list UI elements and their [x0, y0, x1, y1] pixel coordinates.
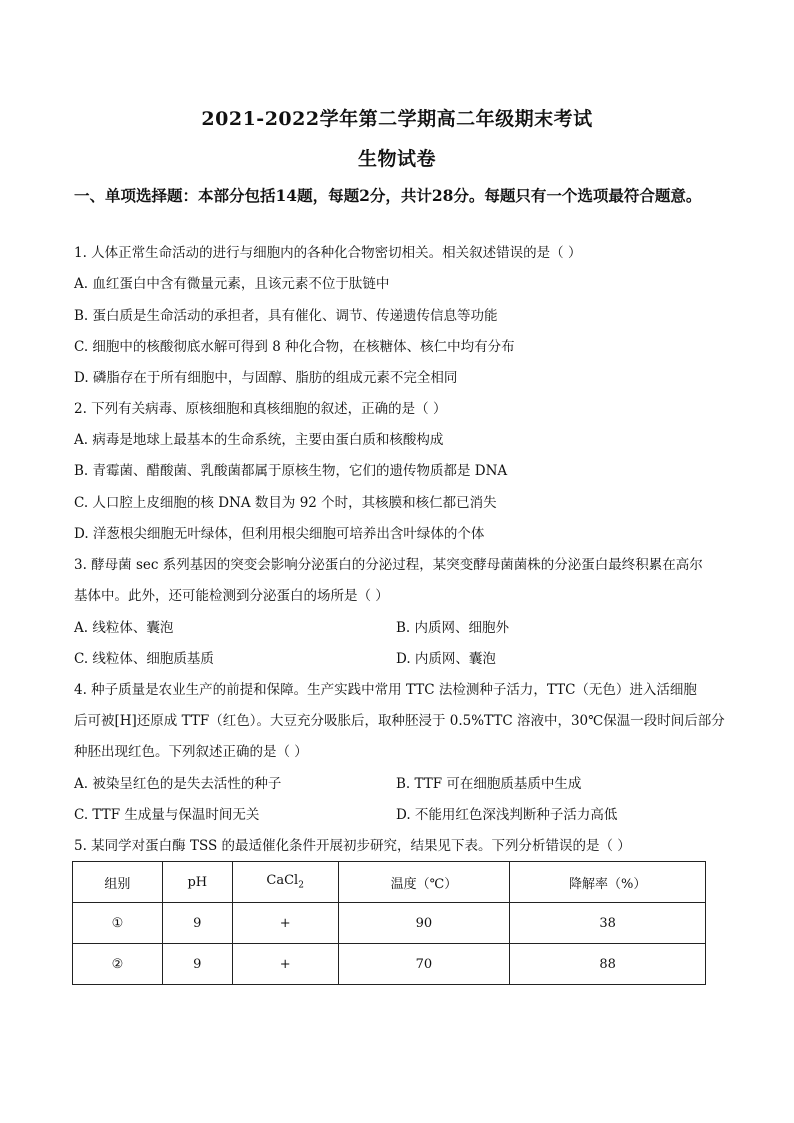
cell-cacl2: +: [232, 903, 338, 944]
header-cacl2-subscript: 2: [298, 880, 304, 891]
results-table: [72, 861, 706, 985]
cell-group: ②: [73, 944, 163, 985]
question-3-stem-line-2: 基体中。此外，还可能检测到分泌蛋白的场所是（ ）: [74, 588, 389, 604]
header-ph: pH: [162, 862, 232, 903]
question-3-stem-line-1: 3. 酵母菌 sec 系列基因的突变会影响分泌蛋白的分泌过程，某突变酵母菌菌株的分泌蛋白最终积累在高尔: [74, 557, 703, 573]
question-2-option-c: C. 人口腔上皮细胞的核 DNA 数目为 92 个时，其核膜和核仁都已消失: [74, 495, 497, 511]
question-1-option-b: B. 蛋白质是生命活动的承担者，具有催化、调节、传递遗传信息等功能: [74, 308, 498, 324]
question-1-option-a: A. 血红蛋白中含有微量元素，且该元素不位于肽链中: [74, 276, 390, 292]
cell-temperature: 70: [338, 944, 510, 985]
cell-ph: 9: [162, 944, 232, 985]
exam-subtitle: 生物试卷: [357, 148, 436, 170]
question-2-option-a: A. 病毒是地球上最基本的生命系统，主要由蛋白质和核酸构成: [74, 432, 444, 448]
question-2-option-b: B. 青霉菌、醋酸菌、乳酸菌都属于原核生物，它们的遗传物质都是 DNA: [74, 463, 508, 479]
table-header-row: [73, 862, 706, 903]
cell-temperature: 90: [338, 903, 510, 944]
question-3-option-c: C. 线粒体、细胞质基质: [74, 651, 214, 667]
question-5-stem: 5. 某同学对蛋白酶 TSS 的最适催化条件开展初步研究，结果见下表。下列分析错误的是（ ）: [74, 838, 631, 854]
question-3-option-b: B. 内质网、细胞外: [396, 620, 510, 636]
question-2-stem: 2. 下列有关病毒、原核细胞和真核细胞的叙述，正确的是（ ）: [74, 401, 447, 417]
header-cacl2: [232, 862, 338, 903]
question-4-stem-line-2: 后可被[H]还原成 TTF（红色）。大豆充分吸胀后，取种胚浸于 0.5%TTC 溶液中，30℃保温一段时间后部分: [74, 713, 725, 729]
question-4-stem-line-1: 4. 种子质量是农业生产的前提和保障。生产实践中常用 TTC 法检测种子活力，TTC（无色）进入活细胞: [74, 682, 697, 698]
question-4-option-d: D. 不能用红色深浅判断种子活力高低: [396, 807, 618, 823]
question-2-option-d: D. 洋葱根尖细胞无叶绿体，但利用根尖细胞可培养出含叶绿体的个体: [74, 526, 485, 542]
table-row: [73, 944, 706, 985]
header-degradation-rate: 降解率（%）: [510, 862, 706, 903]
question-1-stem: 1. 人体正常生命活动的进行与细胞内的各种化合物密切相关。相关叙述错误的是（ ）: [74, 245, 582, 261]
header-cacl2-text: CaCl: [266, 873, 299, 889]
header-temperature: 温度（℃）: [338, 862, 510, 903]
cell-degradation-rate: 88: [510, 944, 706, 985]
question-4-option-b: B. TTF 可在细胞质基质中生成: [396, 776, 582, 792]
header-group: 组别: [73, 862, 163, 903]
table-row: [73, 903, 706, 944]
question-4-option-c: C. TTF 生成量与保温时间无关: [74, 807, 260, 823]
cell-ph: 9: [162, 903, 232, 944]
cell-group: ①: [73, 903, 163, 944]
exam-title: 2021-2022学年第二学期高二年级期末考试: [201, 108, 593, 130]
section-heading: 一、单项选择题：本部分包括14题，每题2分，共计28分。每题只有一个选项最符合题意。: [74, 186, 702, 205]
question-3-option-d: D. 内质网、囊泡: [396, 651, 496, 667]
cell-cacl2: +: [232, 944, 338, 985]
question-4-option-a: A. 被染呈红色的是失去活性的种子: [74, 776, 282, 792]
question-1-option-c: C. 细胞中的核酸彻底水解可得到 8 种化合物，在核糖体、核仁中均有分布: [74, 339, 515, 355]
question-3-option-a: A. 线粒体、囊泡: [74, 620, 174, 636]
cell-degradation-rate: 38: [510, 903, 706, 944]
question-1-option-d: D. 磷脂存在于所有细胞中，与固醇、脂肪的组成元素不完全相同: [74, 370, 458, 386]
question-4-stem-line-3: 种胚出现红色。下列叙述正确的是（ ）: [74, 744, 308, 760]
